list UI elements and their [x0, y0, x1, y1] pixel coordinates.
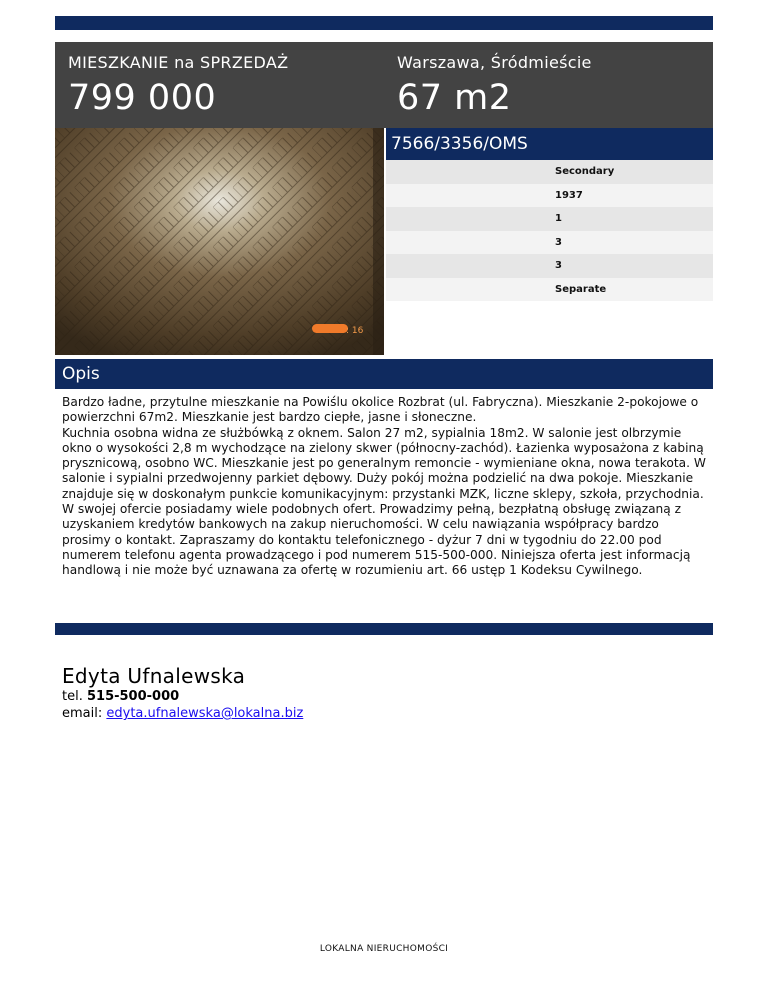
agent-email-link[interactable]: edyta.ufnalewska@lokalna.biz [106, 706, 304, 721]
listing-area: 67 m2 [397, 78, 512, 118]
listing-price: 799 000 [68, 78, 217, 118]
detail-kitchen-type: Separate [386, 278, 713, 302]
photo-timestamp: : 16 [346, 326, 364, 336]
listing-location: Warszawa, Śródmieście [397, 53, 592, 72]
details-table [386, 160, 713, 301]
agent-name: Edyta Ufnalewska [62, 664, 246, 688]
header-left [68, 52, 288, 120]
section-divider-bar [55, 623, 713, 635]
offer-reference-number: 7566/3356/OMS [386, 128, 713, 160]
top-divider-bar [55, 16, 713, 30]
agent-email-line [62, 705, 303, 722]
agent-phone: 515-500-000 [86, 689, 180, 704]
agent-contact [62, 664, 303, 722]
listing-header [55, 42, 713, 128]
listing-photo [55, 128, 384, 355]
header-right [397, 52, 592, 120]
description-text: Bardzo ładne, przytulne mieszkanie na Powiślu okolice Rozbrat (ul. Fabryczna). Mieszkanie 2-pokojowe o powierzchni 67m2. Mieszkanie jest bardzo ciepłe, jasne i słoneczne. Kuchnia osobna widna ze służbówką z oknem. Salon 27 m2, sypialnia 18m2. W salonie jest olbrzymie okno o wysokości 2,8 m wychodzące na zielony skwer (północny-zachód). Łazienka wyposażona z kabiną prysznicową, osobno WC. Mieszkanie jest po generalnym remoncie - wymieniane okna, nowa terakota. W salonie i sypialni przedwojenny parkiet dębowy. Duży pokój można podzielić na dwa pokoje. Mieszkanie znajduje się w doskonałym punkcie komunikacyjnym: przystanki MZK, liczne sklepy, szkoła, przychodnia. W swojej ofercie posiadamy wiele podobnych ofert. Prowadzimy pełną, bezpłatną obsługę związaną z uzyskaniem kredytów bankowych na zakup nieruchomości. W celu nawiązania współpracy bardzo prosimy o kontakt. Zapraszamy do kontaktu telefonicznego - dyżur 7 dni w tygodniu do 22.00 pod numerem telefonu agenta prowadzącego i pod numerem 515-500-000. Niniejsza oferta jest informacją handlową i nie może być uznawana za ofertę w rozumieniu art. 66 ustęp 1 Kodeksu Cywilnego. [62, 395, 706, 578]
property-details [386, 128, 713, 301]
description-header [55, 359, 713, 389]
description-title: Opis [62, 364, 100, 384]
detail-market-type: Secondary [386, 160, 713, 184]
listing-type: MIESZKANIE na SPRZEDAŻ [68, 53, 289, 72]
phone-label: tel. [62, 689, 83, 704]
agent-phone-line [62, 688, 303, 705]
redaction-mark [312, 324, 348, 333]
detail-value: 3 [386, 254, 713, 278]
parquet-floor-image [55, 128, 384, 355]
detail-value: 1 [386, 207, 713, 231]
footer-brand: LOKALNA NIERUCHOMOŚCI [319, 944, 449, 954]
detail-build-year: 1937 [386, 184, 713, 208]
email-label: email: [62, 706, 103, 721]
detail-value: 3 [386, 231, 713, 255]
